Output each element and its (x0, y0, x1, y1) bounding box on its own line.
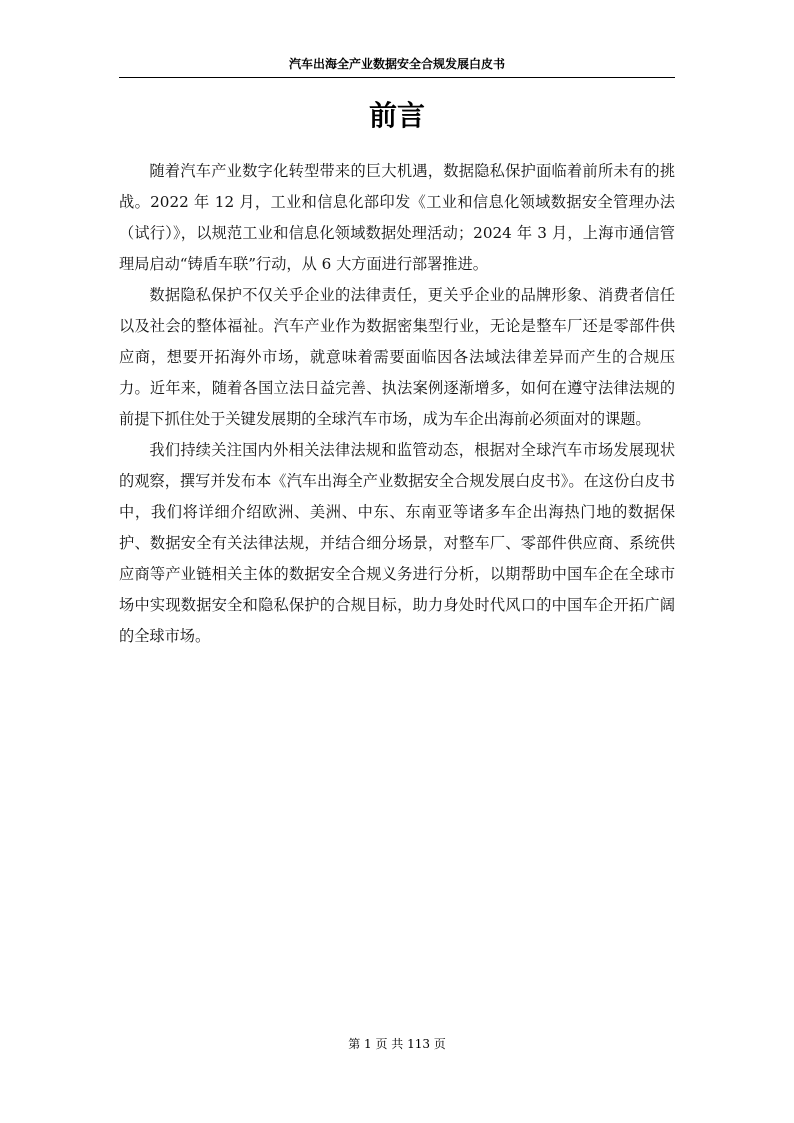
running-header (119, 55, 675, 78)
page-number: 第 1 页 共 113 页 (348, 1037, 446, 1051)
page-footer (119, 1036, 675, 1052)
running-header-title: 汽车出海全产业数据安全合规发展白皮书 (288, 57, 505, 71)
paragraph-1: 随着汽车产业数字化转型带来的巨大机遇，数据隐私保护面临着前所未有的挑战。2022 年 12 月，工业和信息化部印发《工业和信息化领域数据安全管理办法（试行）》，以规范工业和信息化领域数据处理活动；2024 年 3 月，上海市通信管理局启动“铸盾车联”行动，从 6 大方面进行部署推进。 (119, 162, 675, 273)
preface-body (119, 156, 675, 652)
page-title: 前言 (368, 99, 425, 132)
paragraph-3: 我们持续关注国内外相关法律法规和监管动态，根据对全球汽车市场发展现状的观察，撰写并发布本《汽车出海全产业数据安全合规发展白皮书》。在这份白皮书中，我们将详细介绍欧洲、美洲、中东、东南亚等诸多车企出海热门地的数据保护、数据安全有关法律法规，并结合细分场景，对整车厂、零部件供应商、系统供应商等产业链相关主体的数据安全合规义务进行分析，以期帮助中国车企在全球市场中实现数据安全和隐私保护的合规目标，助力身处时代风口的中国车企开拓广阔的全球市场。 (119, 441, 675, 645)
paragraph-2: 数据隐私保护不仅关乎企业的法律责任，更关乎企业的品牌形象、消费者信任以及社会的整体福祉。汽车产业作为数据密集型行业，无论是整车厂还是零部件供应商，想要开拓海外市场，就意味着需要面临因各法域法律差异而产生的合规压力。近年来，随着各国立法日益完善、执法案例逐渐增多，如何在遵守法律法规的前提下抓住处于关键发展期的全球汽车市场，成为车企出海前必须面对的课题。 (119, 286, 675, 428)
